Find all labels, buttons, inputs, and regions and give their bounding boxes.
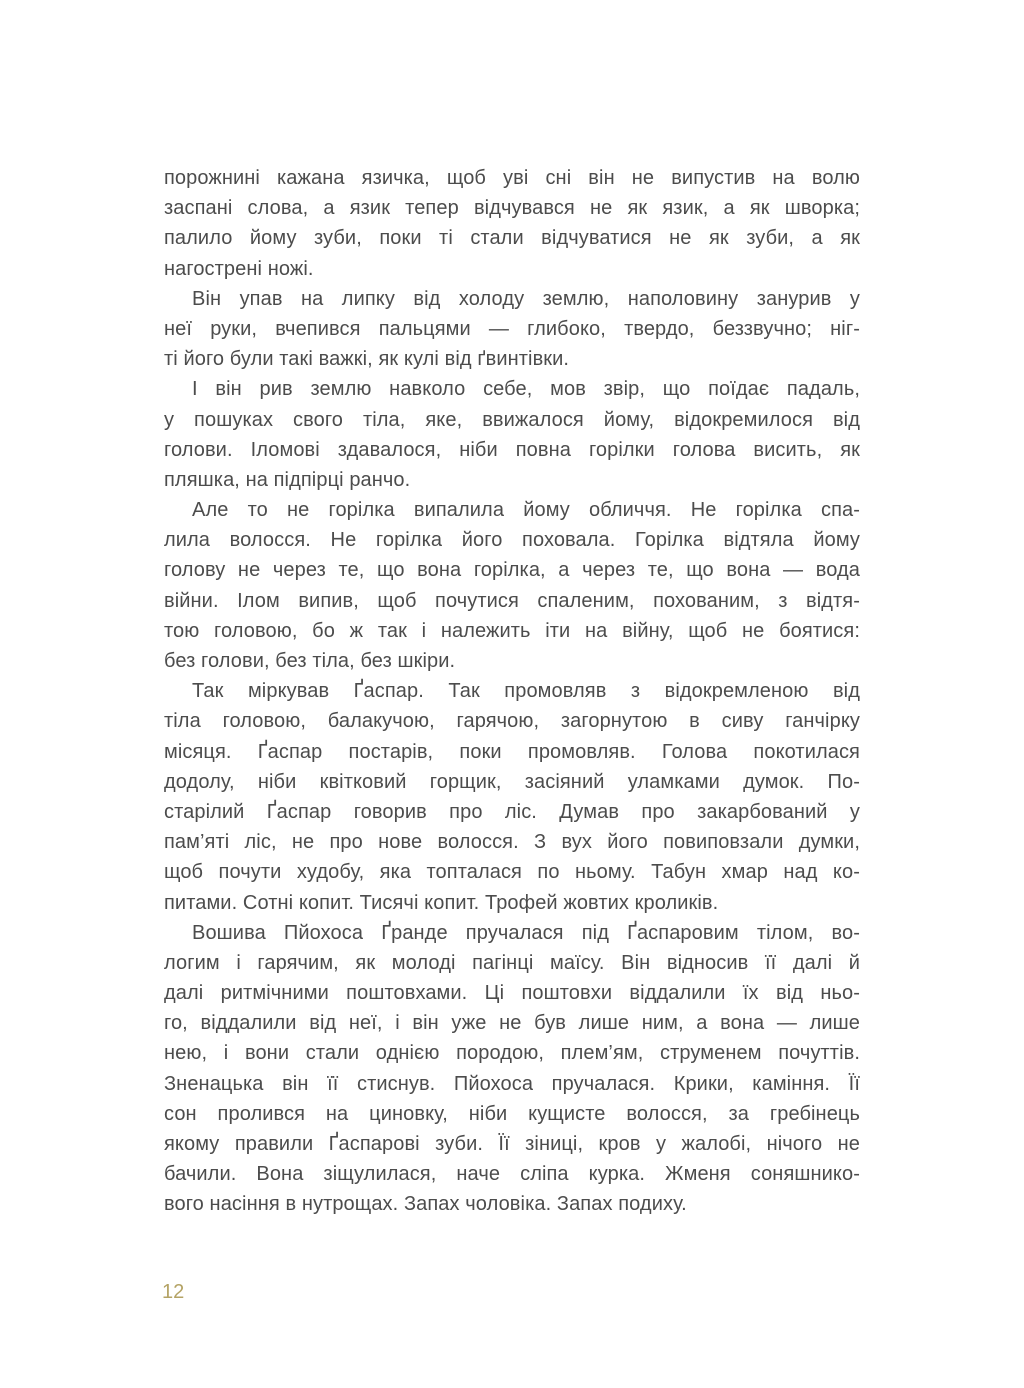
paragraph	[164, 163, 860, 284]
text-line: Зненацька він її стиснув. Пйохоса пручалася. Крики, каміння. Її	[164, 1072, 860, 1095]
text-line: якому правили Ґаспарові зуби. Її зіниці, кров у жалобі, нічого не	[164, 1133, 860, 1155]
text-line: без голови, без тіла, без шкіри.	[164, 650, 456, 672]
text-line: Так міркував Ґаспар. Так промовляв з відокремленою від	[192, 680, 860, 703]
text-line: бачили. Вона зіщулилася, наче сліпа курка. Жменя соняшнико-	[164, 1163, 860, 1186]
text-line: го, віддалили від неї, і він уже не був лише ним, а вона — лише	[164, 1012, 860, 1035]
paragraph	[164, 918, 860, 1220]
text-line: ті його були такі важкі, як кулі від ґвинтівки.	[164, 348, 570, 371]
text-line: порожнині кажана язичка, щоб уві сні він не випустив на волю	[164, 167, 860, 189]
text-line: додолу, ніби квітковий горщик, засіяний уламками думок. По-	[164, 770, 860, 793]
text-line: у пошуках свого тіла, яке, ввижалося йому, відокремилося від	[164, 408, 860, 431]
text-line: Він упав на липку від холоду землю, наполовину занурив у	[192, 287, 860, 310]
text-line: вого насіння в нутрощах. Запах чоловіка. Запах подиху.	[164, 1193, 687, 1216]
text-block	[164, 163, 860, 1220]
text-line: далі ритмічними поштовхами. Ці поштовхи віддалили їх від ньо-	[164, 982, 860, 1005]
text-line: тіла головою, балакучою, гарячою, загорнутою в сиву ганчірку	[164, 710, 860, 733]
text-line: лила волосся. Не горілка його поховала. Горілка відтяла йому	[164, 529, 860, 552]
text-line: нею, і вони стали однією породою, плем’ям, струменем почуттів.	[164, 1042, 860, 1065]
text-line: пам’яті ліс, не про нове волосся. З вух його повиповзали думки,	[164, 831, 860, 854]
paragraph	[164, 284, 860, 375]
text-line: місяця. Ґаспар постарів, поки промовляв. Голова покотилася	[164, 740, 860, 763]
text-line: нагострені ножі.	[164, 257, 314, 280]
text-line: логим і гарячим, як молоді пагінці маїсу. Він відносив її далі й	[164, 951, 860, 974]
text-line: війни. Ілом випив, щоб почутися спаленим, похованим, з відтя-	[164, 589, 860, 612]
text-line: тою головою, бо ж так і належить іти на війну, щоб не боятися:	[164, 619, 860, 642]
paragraph	[164, 495, 860, 676]
paragraph	[164, 676, 860, 918]
text-line: Вошива Пйохоса Ґранде пручалася під Ґаспаровим тілом, во-	[192, 921, 860, 944]
text-line: щоб почути худобу, яка топталася по ньому. Табун хмар над ко-	[164, 861, 860, 884]
text-line: старілий Ґаспар говорив про ліс. Думав про закарбований у	[164, 800, 860, 823]
page-number: 12	[162, 1281, 185, 1303]
text-line: питами. Сотні копит. Тисячі копит. Трофей жовтих кроликів.	[164, 891, 719, 914]
text-line: І він рив землю навколо себе, мов звір, що поїдає падаль,	[192, 378, 860, 401]
text-line: Але то не горілка випалила йому обличчя. Не горілка спа-	[192, 499, 860, 522]
text-line: неї руки, вчепився пальцями — глибоко, твердо, беззвучно; ніг-	[164, 317, 860, 340]
text-line: палило йому зуби, поки ті стали відчуватися не як зуби, а як	[164, 227, 860, 250]
text-line: заспані слова, а язик тепер відчувався не як язик, а як шворка;	[164, 197, 860, 220]
text-line: голову не через те, що вона горілка, а через те, що вона — вода	[164, 559, 860, 582]
text-line: голови. Іломові здавалося, ніби повна горілки голова висить, як	[164, 438, 860, 461]
text-line: пляшка, на підпірці ранчо.	[164, 468, 411, 491]
text-line: сон пролився на циновку, ніби кущисте волосся, за гребінець	[164, 1102, 860, 1125]
paragraph	[164, 374, 860, 495]
